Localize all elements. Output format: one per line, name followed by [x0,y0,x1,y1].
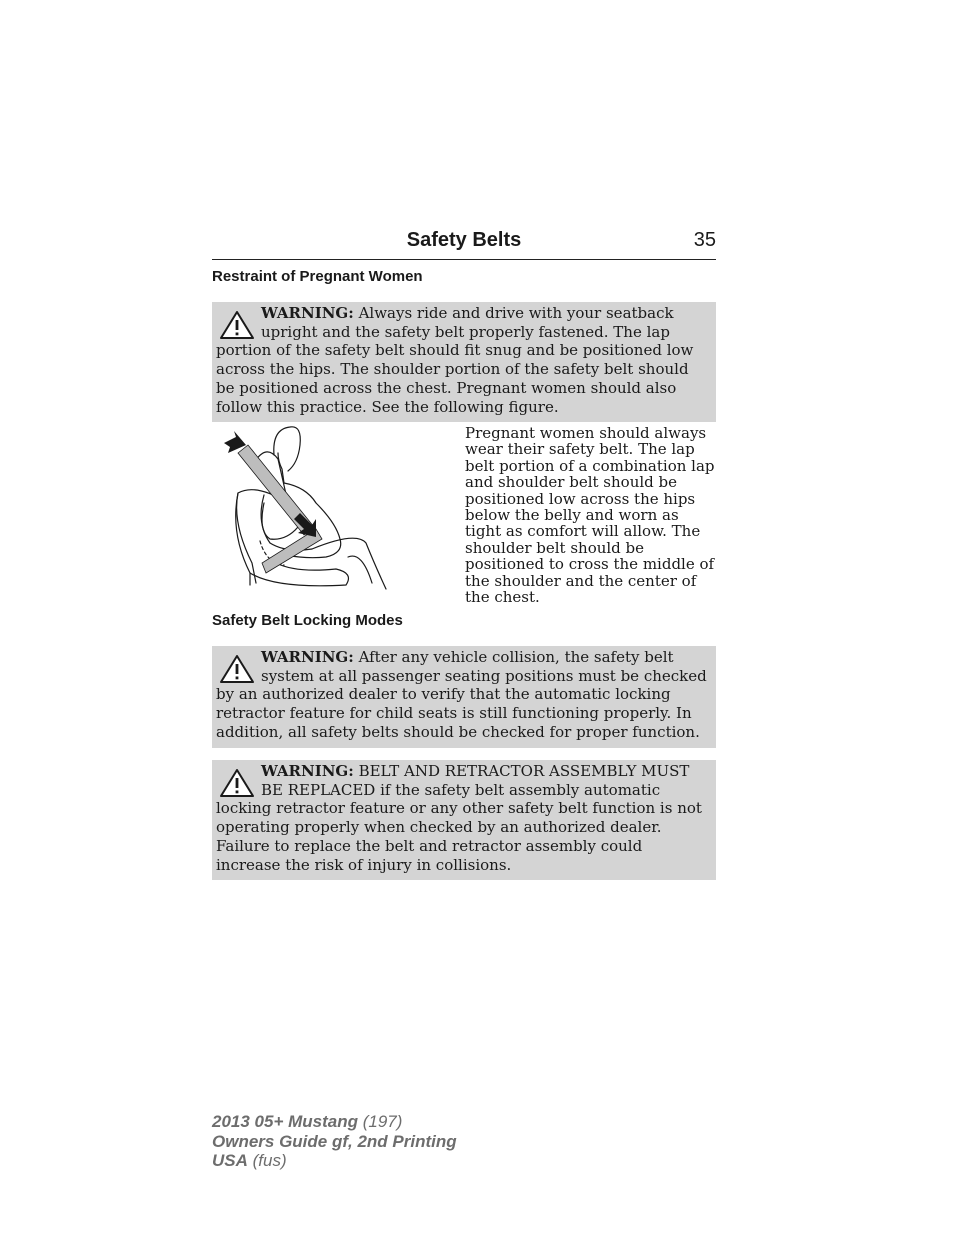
page-footer [212,1112,457,1171]
pregnant-woman-seatbelt-illustration [216,423,392,590]
warning-label: WARNING: [261,648,354,666]
warning-box-locking-2 [212,760,716,880]
warning-text: BELT AND RETRACTOR ASSEMBLY MUST BE REPLACED if the safety belt assembly automatic locking retractor feature or any other safety belt function is not operating properly when checked by an authorized dealer. Failure to replace the belt and retractor assembly could increase the risk of injury in collisions. [216,762,702,874]
footer-line-1: 2013 05+ Mustang (197) [212,1112,403,1131]
pregnant-body-text: Pregnant women should always wear their safety belt. The lap belt portion of a combination lap and shoulder belt should be positioned low across the hips below the belly and worn as tight as comfort will allow. The shoulder belt should be positioned to cross the middle of the shoulder and the center of the chest. [465,424,715,607]
page-number: 35 [693,229,716,251]
warning-triangle-icon [219,768,255,798]
warning-text: Always ride and drive with your seatback upright and the safety belt properly fastened. The lap portion of the safety belt should fit snug and be positioned low across the hips. The shoulder portion of the safety belt should be positioned across the chest. Pregnant women should also follow this practice. See the following figure. [216,304,694,416]
footer-line-2: Owners Guide gf, 2nd Printing [212,1131,457,1151]
section-heading-locking: Safety Belt Locking Modes [212,612,403,629]
warning-label: WARNING: [261,304,354,322]
warning-box-locking-1 [212,646,716,748]
warning-text: After any vehicle collision, the safety belt system at all passenger seating positions must be checked by an authorized dealer to verify that the automatic locking retractor feature for child seats is still functioning properly. In addition, all safety belts should be checked for proper function. [216,648,707,741]
warning-box-pregnant [212,302,716,422]
footer-line-3: USA (fus) [212,1151,287,1170]
section-heading-pregnant: Restraint of Pregnant Women [212,268,423,285]
warning-triangle-icon [219,310,255,340]
warning-label: WARNING: [261,762,354,780]
chapter-title: Safety Belts [406,229,522,251]
page-header [212,229,716,260]
warning-triangle-icon [219,654,255,684]
